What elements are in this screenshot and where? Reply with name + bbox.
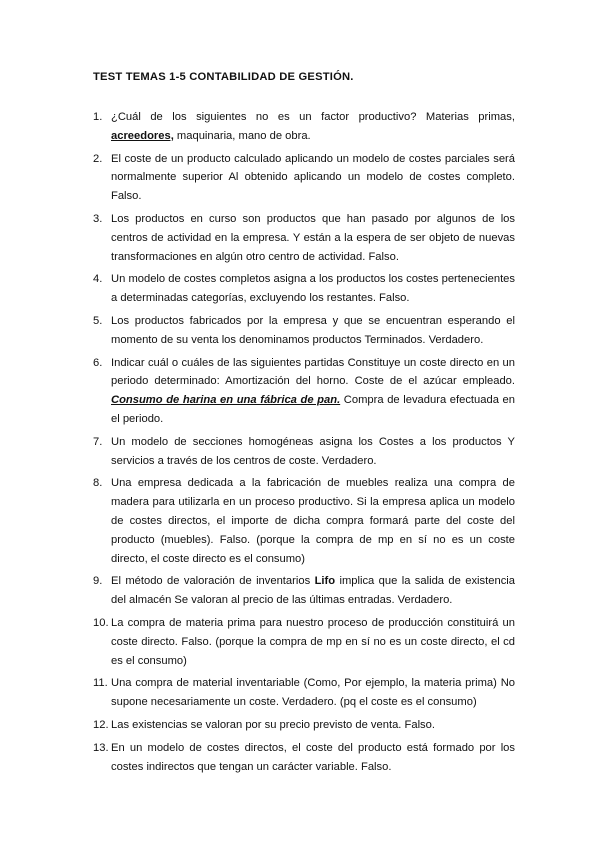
list-item-3 — [93, 210, 515, 266]
list-item-4 — [93, 270, 515, 308]
item-text: ¿Cuál de los siguientes no es un factor productivo? Materias primas, — [111, 111, 515, 123]
item-text: El coste de un producto calculado aplicando un modelo de costes parciales será normalmente superior Al obtenido aplicando un modelo de costes completo. Falso. — [111, 152, 515, 203]
item-number: 5. — [93, 314, 103, 327]
item-text: Las existencias se valoran por su precio previsto de venta. Falso. — [111, 718, 435, 731]
item-text: Los productos en curso son productos que han pasado por algunos de los centros de actividad en la empresa. Y están a la espera de ser objeto de nuevas transformaciones en algún otro centro de actividad. Falso. — [111, 212, 515, 263]
item-text: Una empresa dedicada a la fabricación de muebles realiza una compra de madera para utilizarla en un proceso productivo. Si la empresa aplica un modelo de costes directos, el importe de dicha compra formará parte del coste del producto (muebles). Falso. (porque la compra de mp en sí no es un coste directo, el coste directo es el consumo) — [111, 477, 515, 565]
item-text: Compra de levadura efectuada en el periodo. — [111, 394, 515, 425]
list-item-2 — [93, 150, 515, 206]
list-item-10 — [93, 614, 515, 670]
list-item-12 — [93, 716, 515, 735]
item-number: 4. — [93, 273, 103, 286]
highlighted-term: Lifo — [314, 575, 336, 588]
item-number: 9. — [93, 575, 103, 588]
item-number: 13. — [93, 741, 109, 754]
question-list — [93, 108, 515, 780]
item-number: 12. — [93, 718, 109, 731]
item-text: Indicar cuál o cuáles de las siguientes partidas Constituye un coste directo en un periodo determinado: Amortización del horno. Coste de el azúcar empleado. — [111, 356, 515, 388]
item-number: 10. — [93, 616, 109, 629]
list-item-7 — [93, 433, 515, 471]
item-number: 11. — [93, 677, 108, 690]
list-item-8 — [93, 474, 515, 568]
list-item-1 — [93, 108, 515, 146]
item-text: implica que la salida de existencia del almacén Se valoran al precio de las últimas entradas. Verdadero. — [111, 575, 515, 607]
item-text: En un modelo de costes directos, el coste del producto está formado por los costes indirectos que tengan un carácter variable. Falso. — [111, 741, 515, 773]
list-item-13 — [93, 739, 515, 777]
list-item-11 — [93, 674, 515, 712]
highlighted-answer: Consumo de harina en una fábrica de pan. — [111, 394, 341, 407]
highlighted-answer: acreedores, — [111, 129, 174, 142]
item-number: 7. — [93, 435, 103, 448]
item-number: 6. — [93, 356, 103, 369]
item-text: maquinaria, mano de obra. — [173, 129, 311, 142]
page-title: TEST TEMAS 1-5 CONTABILIDAD DE GESTIÓN. — [93, 71, 354, 83]
list-item-6 — [93, 354, 515, 429]
item-text: El método de valoración de inventarios — [111, 575, 315, 588]
item-text: La compra de materia prima para nuestro proceso de producción constituirá un coste directo. Falso. (porque la compra de mp en sí no es un coste directo, el cd es el consumo) — [111, 616, 515, 667]
item-number: 1. — [93, 111, 103, 123]
item-text: Los productos fabricados por la empresa y que se encuentran esperando el momento de su venta los denominamos productos Terminados. Verdadero. — [111, 314, 515, 346]
list-item-9 — [93, 572, 515, 610]
list-item-5 — [93, 312, 515, 350]
item-number: 2. — [93, 152, 103, 165]
item-text: Un modelo de costes completos asigna a los productos los costes pertenecientes a determinadas categorías, excluyendo los restantes. Falso. — [111, 273, 515, 305]
item-number: 3. — [93, 212, 103, 225]
item-number: 8. — [93, 477, 103, 490]
item-text: Una compra de material inventariable (Como, Por ejemplo, la materia prima) No supone necesariamente un coste. Verdadero. (pq el coste es el consumo) — [111, 677, 515, 709]
item-text: Un modelo de secciones homogéneas asigna los Costes a los productos Y servicios a través de los centros de coste. Verdadero. — [111, 435, 515, 467]
